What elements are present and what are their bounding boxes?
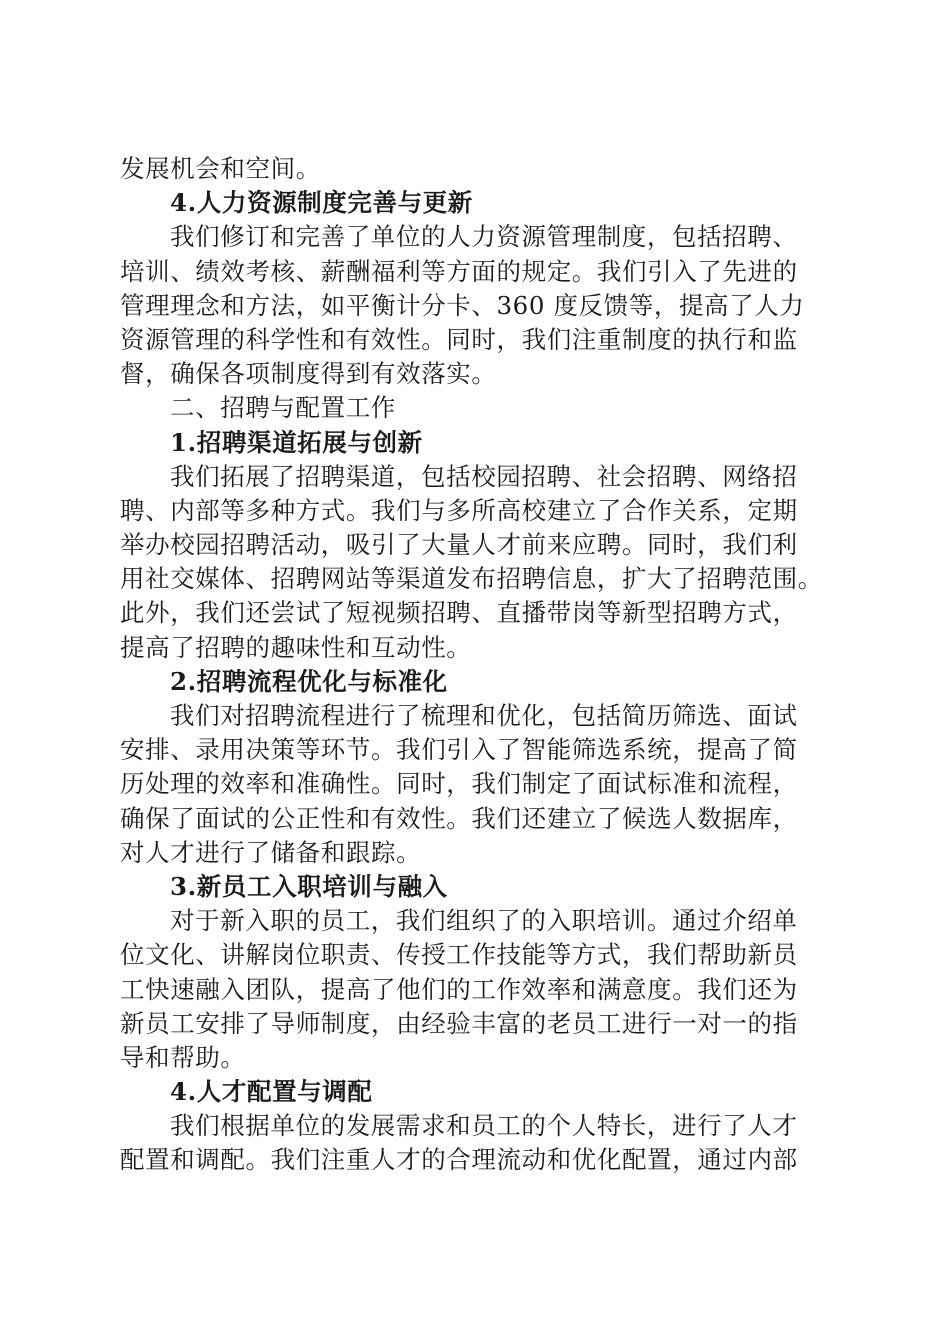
paragraph-line: 我们对招聘流程进行了梳理和优化，包括简历筛选、面试 [170,701,798,730]
paragraph-line: 我们拓展了招聘渠道，包括校园招聘、社会招聘、网络招 [170,461,798,491]
paragraph-line: 提高了招聘的趣味性和互动性。 [120,632,472,662]
paragraph-line: 确保了面试的公正性和有效性。我们还建立了候选人数据库， [120,803,798,833]
section-heading: 二、招聘与配置工作 [170,393,396,423]
paragraph-line: 配置和调配。我们注重人才的合理流动和优化配置，通过内部 [120,1145,798,1175]
paragraph-line: 工快速融入团队，提高了他们的工作效率和满意度。我们还为 [120,974,798,1004]
paragraph-line: 聘、内部等多种方式。我们与多所高校建立了合作关系，定期 [120,495,798,525]
section-heading: 1.招聘渠道拓展与创新 [170,427,423,457]
section-heading: 4.人力资源制度完善与更新 [170,188,473,218]
section-heading: 4.人才配置与调配 [170,1077,373,1107]
paragraph-line: 历处理的效率和准确性。同时，我们制定了面试标准和流程， [120,769,798,799]
paragraph-line: 对人才进行了储备和跟踪。 [120,837,422,867]
section-heading: 2.招聘流程优化与标准化 [170,666,448,696]
paragraph-line: 督，确保各项制度得到有效落实。 [120,359,497,389]
paragraph-line: 资源管理的科学性和有效性。同时，我们注重制度的执行和监 [120,324,798,354]
paragraph-line: 管理理念和方法，如平衡计分卡、360 度反馈等，提高了人力 [120,290,805,320]
paragraph-line: 位文化、讲解岗位职责、传授工作技能等方式，我们帮助新员 [120,940,798,970]
paragraph-line: 培训、绩效考核、薪酬福利等方面的规定。我们引入了先进的 [120,256,798,286]
paragraph-line: 新员工安排了导师制度，由经验丰富的老员工进行一对一的指 [120,1008,798,1038]
paragraph-line: 导和帮助。 [120,1042,246,1072]
paragraph-line: 举办校园招聘活动，吸引了大量人才前来应聘。同时，我们利 [120,530,798,560]
paragraph-line: 用社交媒体、招聘网站等渠道发布招聘信息，扩大了招聘范围。 [120,564,823,594]
paragraph-line: 安排、录用决策等环节。我们引入了智能筛选系统，提高了简 [120,735,798,765]
section-heading: 3.新员工入职培训与融入 [170,871,448,901]
paragraph-line: 我们根据单位的发展需求和员工的个人特长，进行了人才 [170,1111,798,1141]
paragraph-line: 对于新入职的员工，我们组织了的入职培训。通过介绍单 [170,906,798,936]
paragraph-line: 我们修订和完善了单位的人力资源管理制度，包括招聘、 [170,222,798,252]
paragraph-line: 此外，我们还尝试了短视频招聘、直播带岗等新型招聘方式， [120,598,798,628]
paragraph-line: 发展机会和空间。 [120,154,321,183]
document-body [120,152,832,1178]
